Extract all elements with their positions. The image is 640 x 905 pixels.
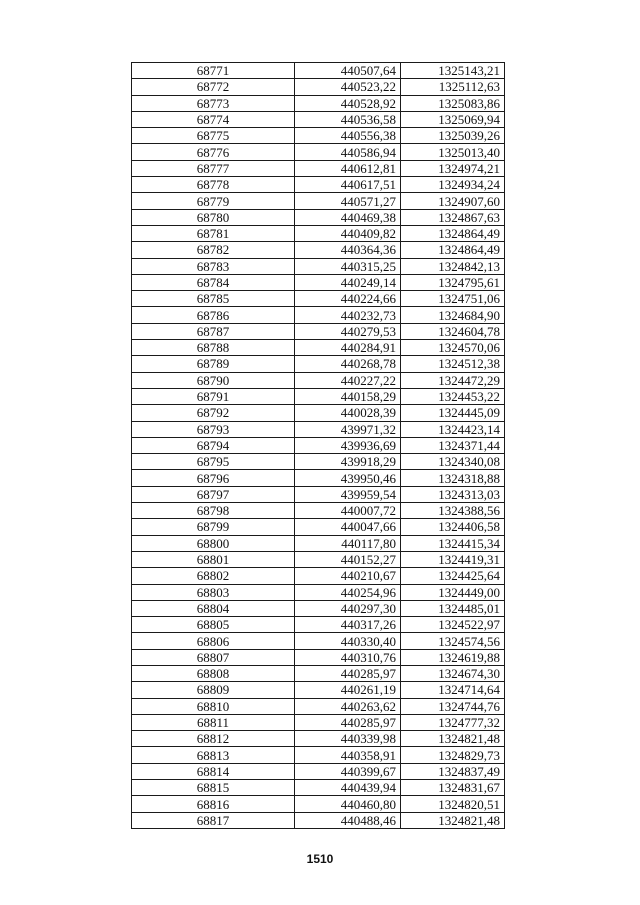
- table-row: [132, 486, 505, 502]
- y-coordinate-cell: 1324842,13: [401, 258, 505, 274]
- y-coordinate-cell: 1324425,64: [401, 568, 505, 584]
- point-number-cell: 68794: [132, 437, 295, 453]
- table-row: [132, 731, 505, 747]
- table-row: [132, 568, 505, 584]
- x-coordinate-cell: 440439,94: [295, 780, 401, 796]
- table-row: [132, 291, 505, 307]
- point-number-cell: 68785: [132, 291, 295, 307]
- y-coordinate-cell: 1324777,32: [401, 714, 505, 730]
- y-coordinate-cell: 1324453,22: [401, 388, 505, 404]
- y-coordinate-cell: 1324744,76: [401, 698, 505, 714]
- table-row: [132, 747, 505, 763]
- y-coordinate-cell: 1324820,51: [401, 796, 505, 812]
- table-row: [132, 714, 505, 730]
- x-coordinate-cell: 439971,32: [295, 421, 401, 437]
- point-number-cell: 68806: [132, 633, 295, 649]
- y-coordinate-cell: 1324821,48: [401, 812, 505, 828]
- table-row: [132, 63, 505, 79]
- x-coordinate-cell: 440007,72: [295, 503, 401, 519]
- point-number-cell: 68781: [132, 225, 295, 241]
- table-row: [132, 763, 505, 779]
- y-coordinate-cell: 1324795,61: [401, 274, 505, 290]
- table-row: [132, 111, 505, 127]
- y-coordinate-cell: 1324574,56: [401, 633, 505, 649]
- y-coordinate-cell: 1324406,58: [401, 519, 505, 535]
- table-row: [132, 372, 505, 388]
- y-coordinate-cell: 1324340,08: [401, 454, 505, 470]
- point-number-cell: 68795: [132, 454, 295, 470]
- point-number-cell: 68778: [132, 177, 295, 193]
- y-coordinate-cell: 1324974,21: [401, 160, 505, 176]
- table-row: [132, 535, 505, 551]
- x-coordinate-cell: 440210,67: [295, 568, 401, 584]
- y-coordinate-cell: 1324472,29: [401, 372, 505, 388]
- x-coordinate-cell: 440285,97: [295, 665, 401, 681]
- table-row: [132, 95, 505, 111]
- table-row: [132, 193, 505, 209]
- point-number-cell: 68784: [132, 274, 295, 290]
- x-coordinate-cell: 440330,40: [295, 633, 401, 649]
- y-coordinate-cell: 1324388,56: [401, 503, 505, 519]
- page-number: 1510: [306, 852, 334, 866]
- x-coordinate-cell: 440317,26: [295, 617, 401, 633]
- point-number-cell: 68805: [132, 617, 295, 633]
- point-number-cell: 68780: [132, 209, 295, 225]
- y-coordinate-cell: 1324415,34: [401, 535, 505, 551]
- y-coordinate-cell: 1324829,73: [401, 747, 505, 763]
- x-coordinate-cell: 440507,64: [295, 63, 401, 79]
- x-coordinate-cell: 440617,51: [295, 177, 401, 193]
- point-number-cell: 68812: [132, 731, 295, 747]
- y-coordinate-cell: 1325069,94: [401, 111, 505, 127]
- point-number-cell: 68783: [132, 258, 295, 274]
- point-number-cell: 68771: [132, 63, 295, 79]
- y-coordinate-cell: 1324837,49: [401, 763, 505, 779]
- point-number-cell: 68797: [132, 486, 295, 502]
- x-coordinate-cell: 440523,22: [295, 79, 401, 95]
- table-row: [132, 258, 505, 274]
- table-row: [132, 519, 505, 535]
- y-coordinate-cell: 1324419,31: [401, 551, 505, 567]
- x-coordinate-cell: 439959,54: [295, 486, 401, 502]
- x-coordinate-cell: 440536,58: [295, 111, 401, 127]
- table-row: [132, 665, 505, 681]
- x-coordinate-cell: 440315,25: [295, 258, 401, 274]
- point-number-cell: 68810: [132, 698, 295, 714]
- y-coordinate-cell: 1324907,60: [401, 193, 505, 209]
- table-row: [132, 79, 505, 95]
- table-row: [132, 649, 505, 665]
- x-coordinate-cell: 440297,30: [295, 600, 401, 616]
- coordinates-table-body: [132, 63, 505, 829]
- y-coordinate-cell: 1325039,26: [401, 128, 505, 144]
- point-number-cell: 68804: [132, 600, 295, 616]
- point-number-cell: 68788: [132, 340, 295, 356]
- table-row: [132, 340, 505, 356]
- table-row: [132, 796, 505, 812]
- y-coordinate-cell: 1324674,30: [401, 665, 505, 681]
- table-row: [132, 307, 505, 323]
- x-coordinate-cell: 440528,92: [295, 95, 401, 111]
- y-coordinate-cell: 1324831,67: [401, 780, 505, 796]
- y-coordinate-cell: 1324485,01: [401, 600, 505, 616]
- x-coordinate-cell: 440571,27: [295, 193, 401, 209]
- table-row: [132, 633, 505, 649]
- point-number-cell: 68800: [132, 535, 295, 551]
- table-row: [132, 437, 505, 453]
- point-number-cell: 68817: [132, 812, 295, 828]
- y-coordinate-cell: 1324512,38: [401, 356, 505, 372]
- table-row: [132, 617, 505, 633]
- point-number-cell: 68796: [132, 470, 295, 486]
- point-number-cell: 68802: [132, 568, 295, 584]
- point-number-cell: 68809: [132, 682, 295, 698]
- y-coordinate-cell: 1325083,86: [401, 95, 505, 111]
- x-coordinate-cell: 440047,66: [295, 519, 401, 535]
- x-coordinate-cell: 440028,39: [295, 405, 401, 421]
- point-number-cell: 68790: [132, 372, 295, 388]
- point-number-cell: 68786: [132, 307, 295, 323]
- x-coordinate-cell: 440310,76: [295, 649, 401, 665]
- table-row: [132, 323, 505, 339]
- point-number-cell: 68792: [132, 405, 295, 421]
- x-coordinate-cell: 439936,69: [295, 437, 401, 453]
- x-coordinate-cell: 440232,73: [295, 307, 401, 323]
- point-number-cell: 68773: [132, 95, 295, 111]
- y-coordinate-cell: 1324751,06: [401, 291, 505, 307]
- table-row: [132, 128, 505, 144]
- point-number-cell: 68777: [132, 160, 295, 176]
- y-coordinate-cell: 1324604,78: [401, 323, 505, 339]
- point-number-cell: 68793: [132, 421, 295, 437]
- table-row: [132, 209, 505, 225]
- x-coordinate-cell: 440586,94: [295, 144, 401, 160]
- table-row: [132, 551, 505, 567]
- table-row: [132, 421, 505, 437]
- x-coordinate-cell: 440364,36: [295, 242, 401, 258]
- table-row: [132, 600, 505, 616]
- point-number-cell: 68787: [132, 323, 295, 339]
- point-number-cell: 68807: [132, 649, 295, 665]
- point-number-cell: 68799: [132, 519, 295, 535]
- table-row: [132, 177, 505, 193]
- x-coordinate-cell: 440285,97: [295, 714, 401, 730]
- point-number-cell: 68811: [132, 714, 295, 730]
- point-number-cell: 68798: [132, 503, 295, 519]
- point-number-cell: 68816: [132, 796, 295, 812]
- y-coordinate-cell: 1324619,88: [401, 649, 505, 665]
- table-row: [132, 780, 505, 796]
- table-row: [132, 160, 505, 176]
- x-coordinate-cell: 439918,29: [295, 454, 401, 470]
- x-coordinate-cell: 440612,81: [295, 160, 401, 176]
- y-coordinate-cell: 1324821,48: [401, 731, 505, 747]
- point-number-cell: 68775: [132, 128, 295, 144]
- y-coordinate-cell: 1324934,24: [401, 177, 505, 193]
- table-row: [132, 698, 505, 714]
- table-row: [132, 225, 505, 241]
- table-row: [132, 812, 505, 828]
- x-coordinate-cell: 440158,29: [295, 388, 401, 404]
- y-coordinate-cell: 1324449,00: [401, 584, 505, 600]
- table-row: [132, 274, 505, 290]
- y-coordinate-cell: 1324714,64: [401, 682, 505, 698]
- x-coordinate-cell: 440339,98: [295, 731, 401, 747]
- table-row: [132, 503, 505, 519]
- coordinates-table: [131, 62, 505, 829]
- point-number-cell: 68789: [132, 356, 295, 372]
- table-row: [132, 356, 505, 372]
- x-coordinate-cell: 440488,46: [295, 812, 401, 828]
- table-row: [132, 470, 505, 486]
- y-coordinate-cell: 1324318,88: [401, 470, 505, 486]
- x-coordinate-cell: 440254,96: [295, 584, 401, 600]
- y-coordinate-cell: 1325013,40: [401, 144, 505, 160]
- point-number-cell: 68808: [132, 665, 295, 681]
- y-coordinate-cell: 1324522,97: [401, 617, 505, 633]
- table-row: [132, 682, 505, 698]
- y-coordinate-cell: 1324445,09: [401, 405, 505, 421]
- x-coordinate-cell: 440358,91: [295, 747, 401, 763]
- x-coordinate-cell: 440284,91: [295, 340, 401, 356]
- x-coordinate-cell: 440469,38: [295, 209, 401, 225]
- y-coordinate-cell: 1324371,44: [401, 437, 505, 453]
- point-number-cell: 68776: [132, 144, 295, 160]
- point-number-cell: 68779: [132, 193, 295, 209]
- x-coordinate-cell: 440117,80: [295, 535, 401, 551]
- x-coordinate-cell: 440261,19: [295, 682, 401, 698]
- x-coordinate-cell: 440409,82: [295, 225, 401, 241]
- y-coordinate-cell: 1324864,49: [401, 242, 505, 258]
- x-coordinate-cell: 439950,46: [295, 470, 401, 486]
- table-row: [132, 144, 505, 160]
- point-number-cell: 68803: [132, 584, 295, 600]
- point-number-cell: 68813: [132, 747, 295, 763]
- x-coordinate-cell: 440268,78: [295, 356, 401, 372]
- point-number-cell: 68774: [132, 111, 295, 127]
- point-number-cell: 68815: [132, 780, 295, 796]
- table-row: [132, 242, 505, 258]
- point-number-cell: 68772: [132, 79, 295, 95]
- x-coordinate-cell: 440399,67: [295, 763, 401, 779]
- x-coordinate-cell: 440460,80: [295, 796, 401, 812]
- y-coordinate-cell: 1324570,06: [401, 340, 505, 356]
- x-coordinate-cell: 440263,62: [295, 698, 401, 714]
- x-coordinate-cell: 440249,14: [295, 274, 401, 290]
- x-coordinate-cell: 440556,38: [295, 128, 401, 144]
- table-row: [132, 454, 505, 470]
- y-coordinate-cell: 1324423,14: [401, 421, 505, 437]
- y-coordinate-cell: 1324864,49: [401, 225, 505, 241]
- point-number-cell: 68782: [132, 242, 295, 258]
- y-coordinate-cell: 1324684,90: [401, 307, 505, 323]
- point-number-cell: 68801: [132, 551, 295, 567]
- point-number-cell: 68791: [132, 388, 295, 404]
- y-coordinate-cell: 1324313,03: [401, 486, 505, 502]
- point-number-cell: 68814: [132, 763, 295, 779]
- table-row: [132, 405, 505, 421]
- x-coordinate-cell: 440224,66: [295, 291, 401, 307]
- table-row: [132, 584, 505, 600]
- y-coordinate-cell: 1324867,63: [401, 209, 505, 225]
- x-coordinate-cell: 440152,27: [295, 551, 401, 567]
- table-row: [132, 388, 505, 404]
- y-coordinate-cell: 1325143,21: [401, 63, 505, 79]
- x-coordinate-cell: 440227,22: [295, 372, 401, 388]
- y-coordinate-cell: 1325112,63: [401, 79, 505, 95]
- x-coordinate-cell: 440279,53: [295, 323, 401, 339]
